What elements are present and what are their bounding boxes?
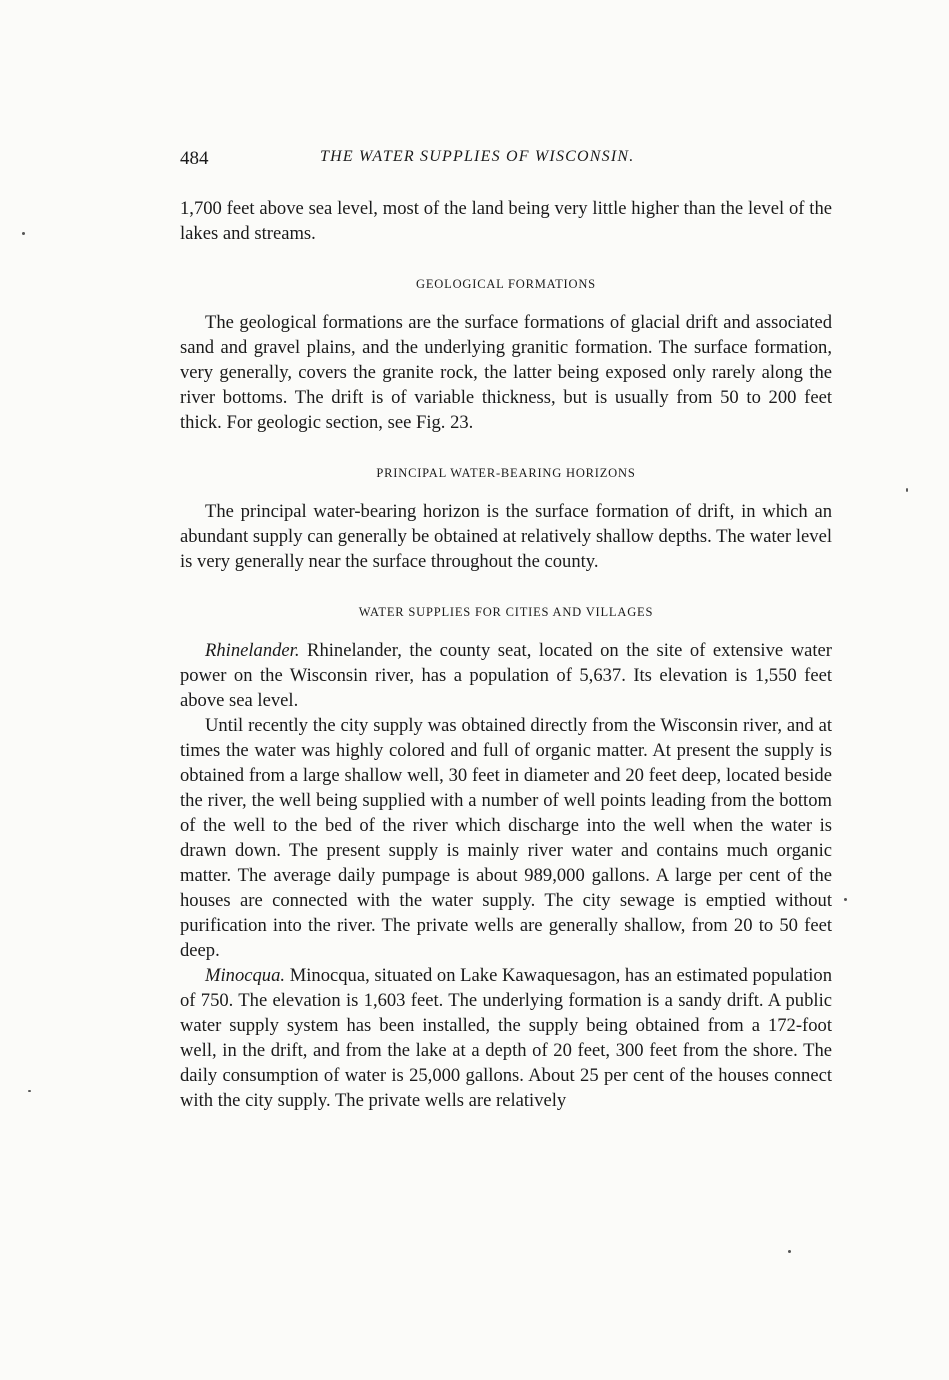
scan-speck <box>28 1090 31 1092</box>
geological-paragraph: The geological formations are the surface formations of glacial drift and associated sand and gravel plains, and the underlying granitic formation. The surface formation, very generally, covers the granite rock, the latter being exposed only rarely along the river bottoms. The drift is of variable thickness, but is usually from 50 to 200 feet thick. For geologic section, see Fig. 23. <box>180 312 832 433</box>
minocqua-lead: Minocqua. <box>205 965 286 986</box>
minocqua-text: Minocqua, situated on Lake Kawaquesagon, has an estimated population of 750. The elevation is 1,603 feet. The underlying formation is a sandy drift. A public water supply system has been installed, the supply being obtained from a 172-foot well, in the drift, and from the lake at a depth of 20 feet, 300 feet from the shore. The daily consumption of water is 25,000 gallons. About 25 per cent of the houses connect with the city supply. The private wells are relatively <box>180 965 832 1111</box>
scan-speck <box>906 488 908 492</box>
section-heading-supplies: WATER SUPPLIES FOR CITIES AND VILLAGES <box>358 605 654 619</box>
scan-speck <box>22 232 25 235</box>
section-heading-geological: GEOLOGICAL FORMATIONS <box>416 277 596 291</box>
intro-paragraph: 1,700 feet above sea level, most of the land being very little higher than the level of the lakes and streams. <box>180 198 832 244</box>
page-body <box>180 196 832 1113</box>
running-head: THE WATER SUPPLIES OF WISCONSIN. <box>320 148 635 165</box>
rhinelander-paragraph-2: Until recently the city supply was obtained directly from the Wisconsin river, and at times the water was highly colored and full of organic matter. At present the supply is obtained from a large shallow well, 30 feet in diameter and 20 feet deep, located beside the river, the well being supplied with a number of well points leading from the bottom of the well to the bed of the river which discharge into the well when the water is drawn down. The present supply is mainly river water and contains much organic matter. The average daily pumpage is about 989,000 gallons. A large per cent of the houses are connected with the water supply. The city sewage is emptied without purification into the river. The private wells are generally shallow, from 20 to 50 feet deep. <box>180 715 832 961</box>
section-heading-water-bearing: PRINCIPAL WATER-BEARING HORIZONS <box>376 466 636 480</box>
page-header <box>180 148 820 174</box>
scan-speck <box>844 898 847 901</box>
rhinelander-lead: Rhinelander. <box>205 640 300 661</box>
rhinelander-paragraph <box>180 638 832 713</box>
water-bearing-paragraph: The principal water-bearing horizon is the surface formation of drift, in which an abundant supply can generally be obtained at relatively shallow depths. The water level is very generally near the surface throughout the county. <box>180 501 832 572</box>
minocqua-paragraph <box>180 963 832 1113</box>
page-number: 484 <box>180 148 209 169</box>
rhinelander-text: Rhinelander, the county seat, located on the site of extensive water power on the Wisconsin river, has a population of 5,637. Its elevation is 1,550 feet above sea level. <box>180 640 832 711</box>
scan-speck <box>788 1250 791 1253</box>
